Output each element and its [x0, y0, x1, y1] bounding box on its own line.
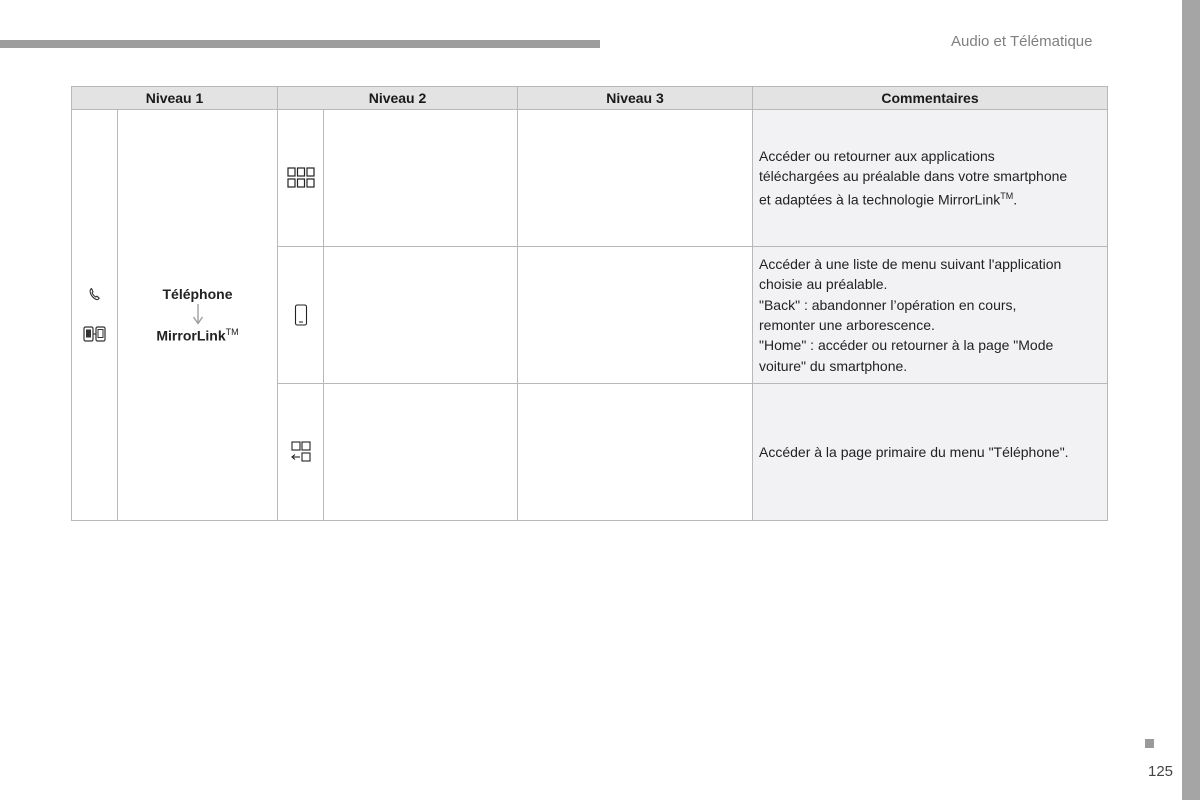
header-row	[72, 87, 1108, 110]
level1-label-telephone: Téléphone	[162, 286, 233, 303]
end-marker	[1145, 739, 1154, 748]
menu-table	[71, 86, 1108, 521]
page-number: 125	[1148, 763, 1174, 780]
level2-icon-cell	[278, 384, 324, 521]
comment-line: choisie au préalable.	[759, 276, 888, 293]
comment-line: Accéder à une liste de menu suivant l'application	[759, 256, 1062, 273]
level1-labels-cell	[118, 110, 278, 521]
mirrorlink-icon	[82, 324, 108, 344]
comment-line: remonter une arborescence.	[759, 317, 935, 333]
app-grid-icon	[278, 167, 323, 189]
comment-cell	[753, 247, 1108, 384]
table-row	[72, 110, 1108, 247]
level1-label-mirrorlink: MirrorLink™	[156, 327, 239, 344]
level2-icon-cell	[278, 110, 324, 247]
comment-line: Accéder ou retourner aux applications	[759, 147, 995, 164]
section-title: Audio et Télématique	[951, 33, 1093, 50]
level2-icon-cell	[278, 247, 324, 384]
level3-cell	[518, 247, 753, 384]
comment-cell	[753, 110, 1108, 247]
level1-icons-cell	[72, 110, 118, 521]
comment-line: Accéder à la page primaire du menu "Téléphone".	[759, 443, 1069, 460]
comment-line: et adaptées à la technologie MirrorLink™.	[759, 191, 1018, 208]
level3-cell	[518, 384, 753, 521]
level2-label-cell	[324, 110, 518, 247]
header-niveau-3: Niveau 3	[518, 87, 753, 110]
comment-line: "Home" : accéder ou retourner à la page "Mode	[759, 337, 1054, 354]
comment-line: voiture" du smartphone.	[759, 357, 908, 374]
comment-cell	[753, 384, 1108, 521]
level2-label-cell	[324, 384, 518, 521]
side-tab-bar	[1182, 0, 1200, 800]
trademark-mark: TM	[225, 327, 239, 338]
arrow-down-icon	[192, 304, 204, 326]
comment-line: téléchargées au préalable dans votre smartphone	[759, 168, 1068, 185]
level3-cell	[518, 110, 753, 247]
header-niveau-2: Niveau 2	[278, 87, 518, 110]
level2-label-cell	[324, 247, 518, 384]
top-rule	[0, 40, 600, 48]
header-niveau-1: Niveau 1	[72, 87, 278, 110]
smartphone-icon	[278, 304, 323, 326]
header-commentaires: Commentaires	[753, 87, 1108, 110]
phone-handset-icon	[87, 286, 103, 302]
comment-line: "Back" : abandonner l’opération en cours,	[759, 296, 1017, 313]
return-primary-page-icon	[278, 441, 323, 463]
